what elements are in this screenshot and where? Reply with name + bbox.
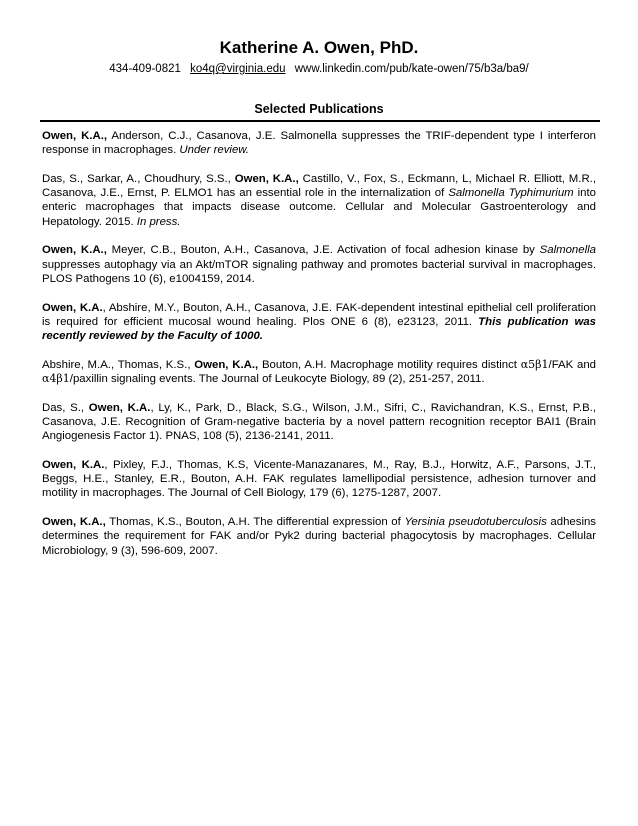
citation-text: Bouton, A.H. Macrophage motility requires distinct xyxy=(258,358,521,371)
author-highlight: Owen, K.A., xyxy=(42,516,106,529)
email-link[interactable]: ko4q@virginia.edu xyxy=(190,63,286,75)
citation-text: Under review. xyxy=(179,144,250,157)
phone-number: 434-409-0821 xyxy=(109,63,181,75)
contact-line xyxy=(42,62,596,76)
citation-text: Das, S., xyxy=(42,401,89,414)
citation-text: into enteric macrophages that impacts disease outcome. Cellular and Molecular Gastroenterology and Hepatology. 2015. xyxy=(42,187,597,228)
publication-item xyxy=(42,172,596,229)
citation-text: Salmonella xyxy=(539,244,596,257)
citation-text: , Abshire, M.Y., Bouton, A.H., Casanova, J.E. FAK-dependent intestinal epithelial cell proliferation is required for efficient mucosal wound healing. Plos ONE 6 (8), e23123, 2011. xyxy=(42,301,597,328)
citation-text: Abshire, M.A., Thomas, K.S., xyxy=(42,358,195,371)
citation-text: Das, S., Sarkar, A., Choudhury, S.S., xyxy=(42,172,235,185)
publication-list xyxy=(42,129,596,558)
author-highlight: Owen, K.A., xyxy=(42,130,108,142)
linkedin-url[interactable]: www.linkedin.com/pub/kate-owen/75/b3a/ba9/ xyxy=(294,63,529,75)
citation-text: Meyer, C.B., Bouton, A.H., Casanova, J.E. Activation of focal adhesion kinase by xyxy=(106,244,540,257)
integrin-name: α4β1 xyxy=(42,372,70,386)
citation-text: Anderson, C.J., Casanova, J.E. Salmonella suppresses the TRIF-dependent type I interferon response in macrophages. xyxy=(42,130,597,157)
publication-item xyxy=(42,301,596,344)
author-highlight: Owen, K.A., xyxy=(42,244,107,257)
citation-text: Thomas, K.S., Bouton, A.H. The differential expression of xyxy=(105,516,405,529)
citation-text: adhesins determines the requirement for FAK and/or Pyk2 during bacterial phagocytosis by macrophages. Cellular Microbiology, 9 (3), 596-609, 2007. xyxy=(42,516,596,557)
citation-text: Castillo, V., Fox, S., Eckmann, L, Michael R. Elliott, M.R., Casanova, J.E., Ernst, P. ELMO1 has an essential role in the internalization of xyxy=(42,172,597,200)
author-name: Katherine A. Owen, PhD. xyxy=(219,38,419,57)
citation-text: Yersinia pseudotuberculosis xyxy=(404,516,547,529)
citation-text: Salmonella Typhimurium xyxy=(448,187,574,200)
publication-item xyxy=(42,243,596,286)
citation-text: In press. xyxy=(136,215,181,228)
publication-item xyxy=(42,129,596,158)
author-highlight: Owen, K.A. xyxy=(42,458,105,471)
citation-text: suppresses autophagy via an Akt/mTOR signaling pathway and promotes bacterial survival in macrophages. PLOS Pathogens 10 (6), e1004159, 2014. xyxy=(42,258,596,285)
author-highlight: Owen, K.A. xyxy=(88,401,151,414)
publication-item xyxy=(42,358,596,387)
citation-text: , Ly, K., Park, D., Black, S.G., Wilson, J.M., Sifri, C., Ravichandran, K.S., Ernst, P.B., Casanova, J.E. Recognition of Gram-negative bacteria by a novel pattern recognition receptor BAI1 (Brain Angiogenesis Factor 1). PNAS, 108 (5), 2136-2141, 2011. xyxy=(42,401,596,443)
citation-text: /paxillin signaling events. The Journal of Leukocyte Biology, 89 (2), 251-257, 2011. xyxy=(69,373,485,386)
author-highlight: Owen, K.A., xyxy=(194,358,259,371)
publication-item xyxy=(42,515,596,558)
author-highlight: Owen, K.A., xyxy=(234,172,299,185)
publication-item xyxy=(42,458,596,501)
citation-text: This publication was recently reviewed by the Faculty of 1000. xyxy=(42,315,596,343)
author-highlight: Owen, K.A. xyxy=(42,301,103,314)
citation-text: /FAK and xyxy=(548,358,597,371)
citation-text: , Pixley, F.J., Thomas, K.S, Vicente-Manazanares, M., Ray, B.J., Horwitz, A.F., Parsons, J.T., Beggs, H.E., Stanley, E.R., Bouton, A.H. FAK regulates lamellipodial persistence, adhesion turnover and motility in macrophages. The Journal of Cell Biology, 179 (6), 1275-1287, 2007. xyxy=(42,458,596,500)
section-divider xyxy=(40,120,600,122)
section-title: Selected Publications xyxy=(254,102,384,116)
publication-item xyxy=(42,401,596,444)
integrin-name: α5β1 xyxy=(520,357,549,371)
